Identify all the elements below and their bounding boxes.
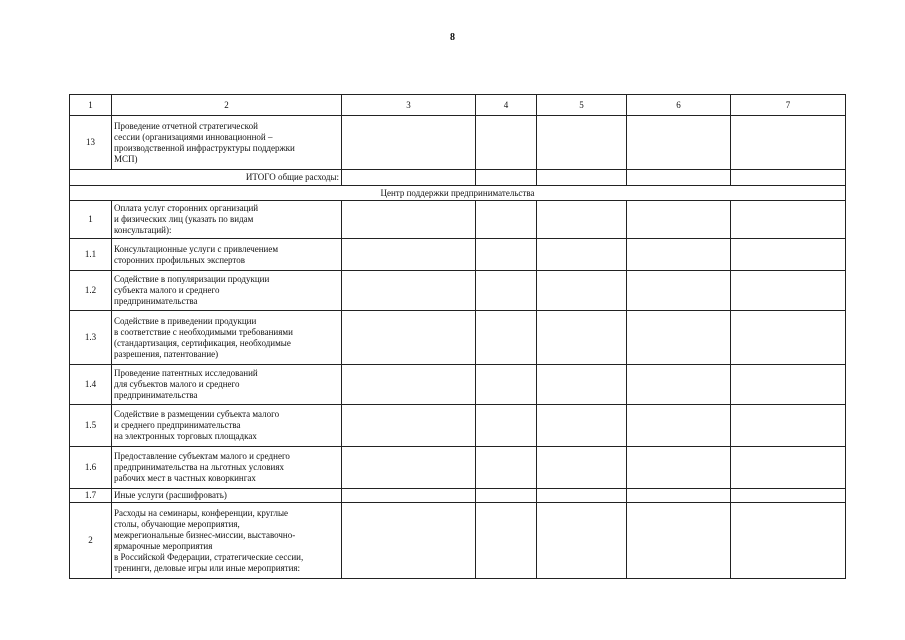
empty-cell [476,503,537,579]
row-number: 1 [70,201,112,239]
empty-cell [627,170,731,186]
empty-cell [342,405,476,447]
header-cell-1: 1 [70,95,112,116]
row-description: Иные услуги (расшифровать) [112,489,342,503]
empty-cell [476,201,537,239]
table-row [70,311,846,365]
header-row [70,95,846,116]
empty-cell [342,201,476,239]
row-description: Проведение отчетной стратегической сессии (организациями инновационной – производственной инфраструктуры поддержки МСП) [112,116,342,170]
row-description: Содействие в размещении субъекта малого и среднего предпринимательства на электронных торговых площадках [112,405,342,447]
empty-cell [627,311,731,365]
empty-cell [342,239,476,271]
row-number: 13 [70,116,112,170]
empty-cell [537,271,627,311]
total-row [70,170,846,186]
header-cell-5: 5 [537,95,627,116]
header-cell-7: 7 [731,95,846,116]
empty-cell [731,170,846,186]
row-number: 1.5 [70,405,112,447]
header-cell-4: 4 [476,95,537,116]
row-description: Оплата услуг сторонних организаций и физических лиц (указать по видам консультаций): [112,201,342,239]
empty-cell [627,239,731,271]
empty-cell [342,447,476,489]
empty-cell [627,201,731,239]
empty-cell [731,447,846,489]
table-row [70,405,846,447]
empty-cell [476,447,537,489]
header-cell-6: 6 [627,95,731,116]
empty-cell [476,271,537,311]
empty-cell [731,311,846,365]
empty-cell [342,489,476,503]
row-number: 1.4 [70,365,112,405]
empty-cell [476,239,537,271]
empty-cell [537,311,627,365]
empty-cell [537,170,627,186]
empty-cell [342,311,476,365]
empty-cell [731,116,846,170]
empty-cell [537,116,627,170]
empty-cell [476,405,537,447]
empty-cell [476,116,537,170]
empty-cell [537,365,627,405]
header-cell-3: 3 [342,95,476,116]
empty-cell [342,271,476,311]
empty-cell [537,503,627,579]
section-title: Центр поддержки предпринимательства [70,186,846,201]
row-description: Содействие в популяризации продукции субъекта малого и среднего предпринимательства [112,271,342,311]
empty-cell [476,365,537,405]
row-number: 1.2 [70,271,112,311]
empty-cell [476,311,537,365]
empty-cell [731,239,846,271]
empty-cell [476,170,537,186]
table-row [70,503,846,579]
empty-cell [627,405,731,447]
table-row [70,239,846,271]
row-number: 1.7 [70,489,112,503]
empty-cell [537,201,627,239]
empty-cell [627,503,731,579]
empty-cell [627,365,731,405]
row-description: Содействие в приведении продукции в соответствие с необходимыми требованиями (стандартизация, сертификация, необходимые разрешения, патентование) [112,311,342,365]
empty-cell [342,170,476,186]
row-description: Предоставление субъектам малого и среднего предпринимательства на льготных условиях рабочих мест в частных коворкингах [112,447,342,489]
table-row [70,201,846,239]
empty-cell [537,405,627,447]
table-row [70,271,846,311]
empty-cell [476,489,537,503]
empty-cell [731,201,846,239]
row-number: 1.6 [70,447,112,489]
table-row [70,489,846,503]
empty-cell [731,405,846,447]
page-number: 8 [450,32,455,43]
row-description: Консультационные услуги с привлечением сторонних профильных экспертов [112,239,342,271]
empty-cell [627,447,731,489]
section-row [70,186,846,201]
table-row [70,365,846,405]
empty-cell [537,447,627,489]
empty-cell [537,489,627,503]
total-label: ИТОГО общие расходы: [70,170,342,186]
table-row [70,116,846,170]
empty-cell [342,116,476,170]
empty-cell [627,489,731,503]
row-description: Расходы на семинары, конференции, круглые столы, обучающие мероприятия, межрегиональные бизнес-миссии, выставочно- ярмарочные мероприятия в Российской Федерации, стратегические сессии, тренинги, деловые игры или иные мероприятия: [112,503,342,579]
empty-cell [731,271,846,311]
empty-cell [537,239,627,271]
row-description: Проведение патентных исследований для субъектов малого и среднего предпринимательства [112,365,342,405]
empty-cell [627,271,731,311]
empty-cell [627,116,731,170]
table-row [70,447,846,489]
row-number: 2 [70,503,112,579]
header-cell-2: 2 [112,95,342,116]
empty-cell [342,365,476,405]
empty-cell [731,489,846,503]
empty-cell [342,503,476,579]
row-number: 1.1 [70,239,112,271]
empty-cell [731,365,846,405]
expense-table [69,94,846,579]
empty-cell [731,503,846,579]
row-number: 1.3 [70,311,112,365]
